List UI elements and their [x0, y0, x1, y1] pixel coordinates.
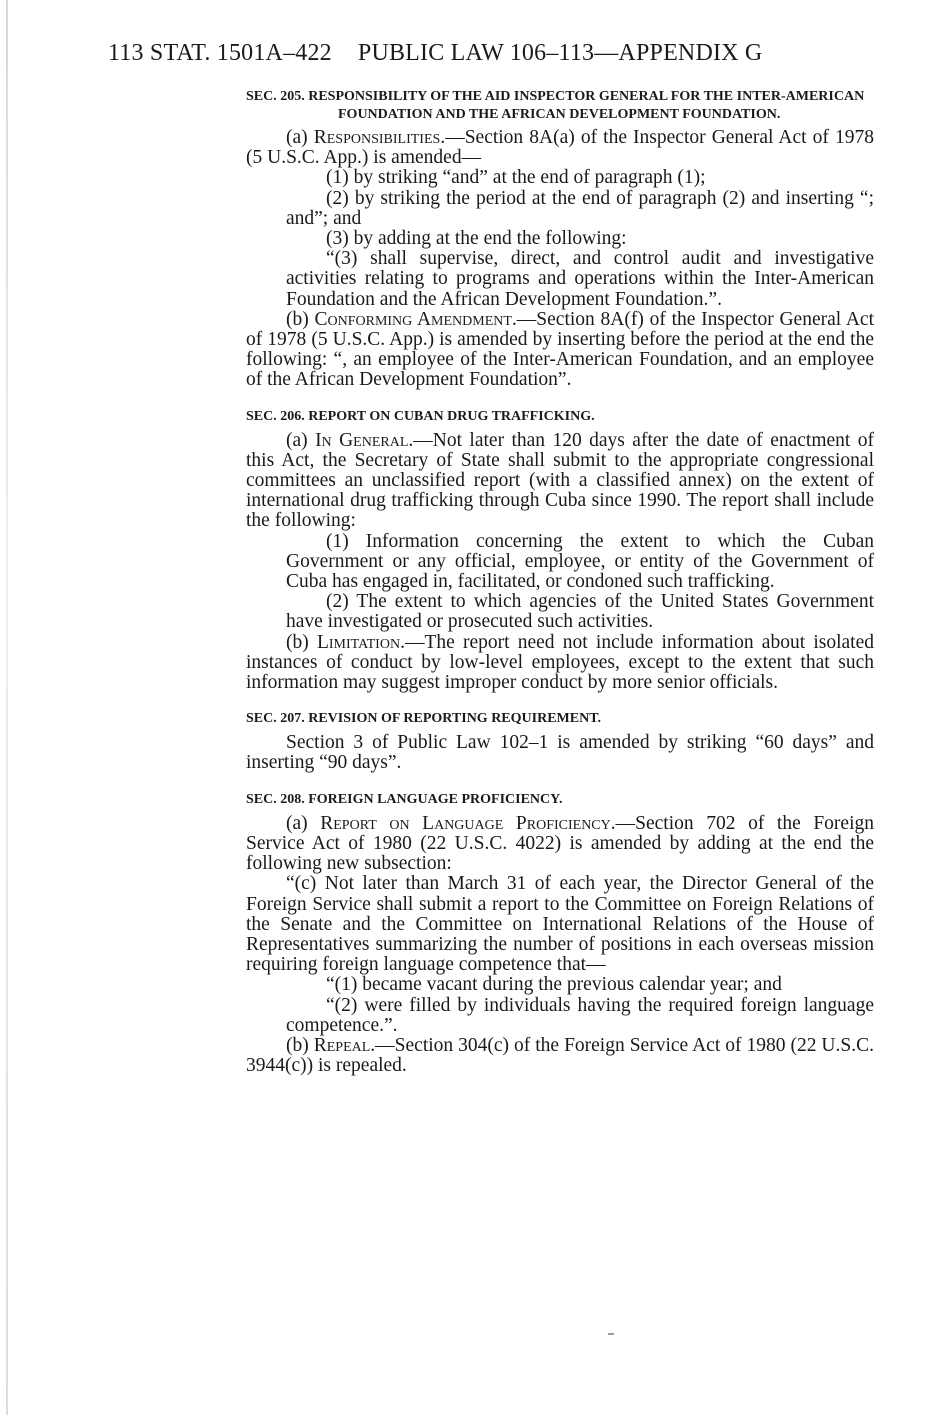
stat-citation: 113 STAT. 1501A–422 [108, 40, 332, 66]
page-header [108, 40, 788, 67]
subsection-a: (a) In General.—Not later than 120 days after the date of enactment of this Act, the Secretary of State shall submit to the appropriate congressional committees an unclassified report (with a classified annex) on the extent of international drug trafficking through Cuba since 1990. The report shall include the following: [246, 429, 874, 532]
paragraph-2: (2) The extent to which agencies of the United States Government have investigated or prosecuted such activities. [286, 591, 874, 633]
paragraph-3: (3) by adding at the end the following: [326, 228, 627, 250]
subsection-caption: Limitation [316, 631, 401, 653]
section-208 [246, 791, 874, 1077]
subsection-b: (b) Repeal.—Section 304(c) of the Foreign Service Act of 1980 (22 U.S.C. 3944(c)) is repealed. [246, 1034, 874, 1077]
section-heading: SEC. 207. REVISION OF REPORTING REQUIREMENT. [246, 711, 601, 727]
quoted-text: “(c) Not later than March 31 of each year, the Director General of the Foreign Service shall submit a report to the Committee on Foreign Relations of the Senate and the Committee on International Relations of the House of Representatives summarizing the number of positions in each overseas mission requiring foreign language competence that— [246, 873, 874, 976]
law-title: PUBLIC LAW 106–113—APPENDIX G [357, 40, 763, 66]
section-text: Section 3 of Public Law 102–1 is amended by striking “60 days” and inserting “90 days”. [246, 732, 874, 774]
section-205 [246, 88, 874, 391]
subsection-a: (a) Report on Language Proficiency.—Section 702 of the Foreign Service Act of 1980 (22 U.S.C. 4022) is amended by adding at the end the following new subsection: [246, 812, 874, 875]
subsection-caption: Conforming Amendment [314, 308, 512, 330]
section-heading: SEC. 208. FOREIGN LANGUAGE PROFICIENCY. [246, 791, 563, 807]
scan-edge-shadow [6, 0, 8, 1415]
subsection-caption: Responsibilities [313, 127, 441, 148]
quoted-paragraph-2: “(2) were filled by individuals having the required foreign language competence.”. [286, 994, 874, 1036]
quoted-paragraph-1: “(1) became vacant during the previous calendar year; and [326, 974, 782, 996]
paragraph-2: (2) by striking the period at the end of paragraph (2) and inserting “; and”; and [286, 187, 874, 229]
section-heading: SEC. 206. REPORT ON CUBAN DRUG TRAFFICKING. [246, 408, 595, 424]
subsection-caption: Repeal [313, 1034, 371, 1056]
subsection-caption: In General [315, 429, 409, 451]
section-heading: SEC. 205. RESPONSIBILITY OF THE AID INSPECTOR GENERAL FOR THE INTER-AMERICAN FOUNDATION AND THE AFRICAN DEVELOPMENT FOUNDATION. [246, 89, 865, 122]
scan-artifact-mark [608, 1333, 614, 1335]
subsection-caption: Report on Language Proficiency [320, 812, 611, 834]
quoted-text: “(3) shall supervise, direct, and control audit and investigative activities relating to programs and operations within the Inter-American Foundation and the African Development Foundation.”. [286, 248, 874, 310]
section-207 [246, 710, 874, 773]
subsection-b: (b) Limitation.—The report need not include information about isolated instances of conduct by low-level employees, except to the extent that such information may suggest improper conduct by more senior officials. [246, 631, 874, 694]
subsection-a: (a) Responsibilities.—Section 8A(a) of the Inspector General Act of 1978 (5 U.S.C. App.) is amended— [246, 127, 874, 169]
section-206 [246, 408, 874, 694]
document-body [246, 88, 874, 1076]
paragraph-1: (1) Information concerning the extent to which the Cuban Government or any official, employee, or entity of the Government of Cuba has engaged in, facilitated, or condoned such trafficking. [286, 530, 874, 593]
subsection-b: (b) Conforming Amendment.—Section 8A(f) of the Inspector General Act of 1978 (5 U.S.C. App.) is amended by inserting before the period at the end the following: “, an employee of the Inter-American Foundation, and an employee of the African Development Foundation”. [246, 308, 874, 391]
paragraph-1: (1) by striking “and” at the end of paragraph (1); [326, 167, 706, 189]
